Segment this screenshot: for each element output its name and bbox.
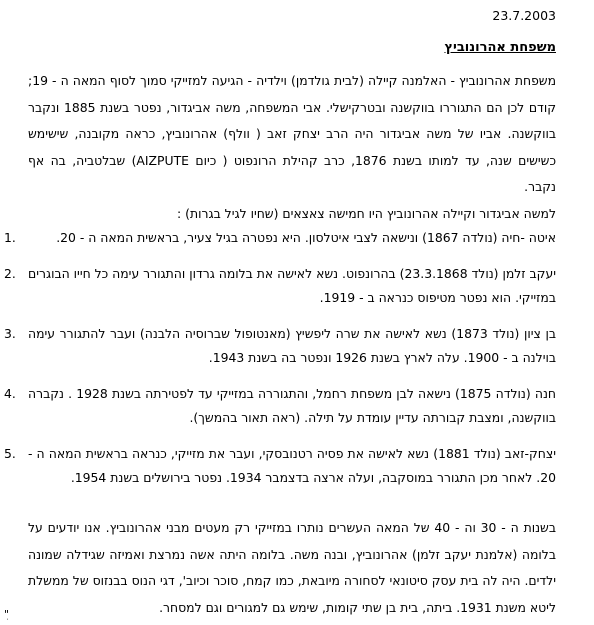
list-item-text: יעקב זלמן (נולד 23.3.1868) בהרונפוט. נשא לאישה את בלומה גרדון והתגורר עימה כל חייו הבוגרים במזייקי. הוא נפטר מטיפוס כנראה ב - 1919. — [28, 265, 556, 305]
list-item-number: 4. — [4, 385, 16, 401]
list-item-number: 5. — [4, 445, 16, 461]
list-item-number: 3. — [4, 325, 16, 341]
list-item-text: בן ציון (נולד 1873) נשא לאישה את שרה ליפשיץ (מאנטופול שברוסיה הלבנה) ועבר להתגורר עימה בוילנה ב - 1900. עלה לארץ בשנת 1926 ונפטר בה בשנת 1943. — [28, 325, 556, 365]
list-item — [4, 382, 556, 431]
list-item-text: חנה (נולדה 1875) נישאה לבן משפחת רחמל, והתגוררה במזייקי עד לפטירתה בשנת 1928 . נקברה בווקשנה, ומצבת קבורתה עדיין עומדת על תילה. (ראה תאור בהמשך). — [28, 385, 556, 425]
list-item — [4, 322, 556, 371]
intro-paragraph — [28, 68, 556, 227]
children-list — [4, 226, 556, 502]
list-item — [4, 262, 556, 311]
corner-mark: ִ" — [4, 608, 10, 621]
document-title: משפחת אהרונוביץ — [444, 40, 556, 55]
list-item-text: יצחק-זאב (נולד 1881) נשא לאישה את פסיה רטנובסקי, ועבר את מזייקי, כנראה בראשית המאה ה - 20. לאחר מכן התגורר במוסקבה, ועלה ארצה בדצמבר 1934. נפטר בירושלים בשנת 1954. — [28, 445, 556, 485]
children-lead-text: למשה אביגדור וקיילה אהרונוביץ היו חמישה צאצאים (שחיו לגיל בגרות) : — [177, 205, 556, 221]
intro-text: משפחת אהרונוביץ - האלמנה קיילה (לבית גולדמן) וילדיה - הגיעה למזייקי סמוך לסוף המאה ה - 19; קודם לכן הם התגוררו בווקשנה ובטרקישלי. אבי המשפחה, משה אביגדור, נפטר בשנת 1885 ונקבר בווקשנה. אביו של משה אביגדור היה הרב יצחק זאב ( וולף) אהרונוביץ, כראה מקובנה, שישימש כשישים שנה, עד למותו בשנת 1876, כרב קהילת הרונפוט ( כיום AIZPUTE) שבלטביה, בה אף נקבר. — [28, 73, 557, 194]
list-item-text: איטה -חיה (נולדה 1867) ונישאה לצבי איטלסון. היא נפטרה בגיל צעיר, בראשית המאה ה - 20. — [56, 230, 556, 245]
list-item-number: 2. — [4, 265, 16, 281]
document-date: 23.7.2003 — [492, 8, 556, 23]
list-item — [4, 442, 556, 491]
list-item — [4, 226, 556, 251]
closing-paragraph: בשנות ה - 30 וה - 40 של המאה העשרים נותרו במזייקי רק מעטים מבני אהרונוביץ. אנו יודעים על בלומה (אלמנת יעקב זלמן) אהרונוביץ, ובנה משה. בלומה היתה אשה נמרצת ואמיזה שגידלה שמונה ילדים. היה לה בית עסק סיטונאי לסחורה מיובאת, כמו קמח, סוכר וכיוב', דגי הנוס בבנזוס של ממשלת ליטא משנת 1931. ביתה, בית בן שתי קומות, שימש גם למגורים וגם למסחר. — [28, 520, 556, 615]
list-item-number: 1. — [4, 230, 16, 245]
